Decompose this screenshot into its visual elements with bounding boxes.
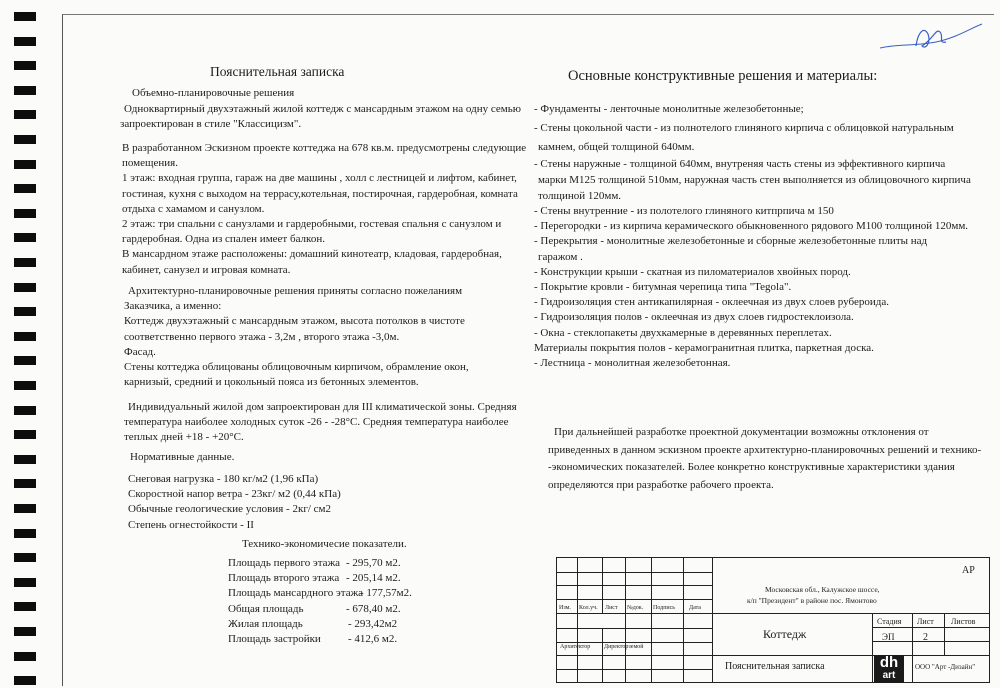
text-line: отдыха с хамамом и санузлом. [122,202,265,215]
indicator-label: Общая площадь [228,602,304,615]
materials-item: - Покрытие кровли - битумная черепица типа "Tegola". [534,281,792,294]
binding-hole [14,381,36,390]
materials-item: - Перекрытия - монолитные железобетонные и сборные железобетонные плиты над [534,235,928,248]
indicator-value: - 678,40 м2. [346,602,401,615]
binding-hole [14,504,36,513]
note-paragraph [548,424,981,494]
indicator-label: Площадь второго этажа [228,572,340,585]
role-architect: Архитектор [560,644,591,650]
paragraph-style [120,102,521,132]
text-line: -экономических показателей. Более конкретно конструктивные характеристики здания [548,461,955,473]
indicator-label: Площадь первого этажа [228,557,341,569]
sheets-label: Листов [951,617,976,626]
materials-item: - Перегородки - из кирпича керамического обыкновенного рядового М100 толщиной 120мм. [534,220,969,233]
col-header: Лист [605,605,618,611]
binding-hole [14,307,36,316]
signature-mark [876,18,986,56]
text-line: В разработанном Эскизном проекте коттеджа на 678 кв.м. предусмотрены следующие [122,142,527,154]
binding-hole [14,110,36,119]
materials-item: марки М125 толщиной 510мм, наружная часть стен выполняется из облицовочного кирпича [538,174,971,186]
materials-list [534,101,971,371]
materials-item: гаражом . [538,250,583,263]
text-line: 1 этаж: входная группа, гараж на две машины , холл с лестницей и лифтом, кабинет, [122,172,517,185]
normative-item: Скоростной напор ветра - 23кг/ м2 (0,44 кПа) [128,488,341,501]
binding-hole [14,258,36,267]
binding-hole [14,627,36,636]
indicator-label: Площадь мансардного этажа [228,587,364,600]
text-line: гостиная, кухня с выходом на террасу,котельная, постирочная, гардеробная, комната [122,187,518,200]
indicator-label: Площадь застройки [228,632,321,645]
indicator-value: - 412,6 м2. [348,632,398,645]
indicator-value: - 205,14 м2. [346,572,401,585]
materials-item: - Лестница - монолитная железобетонная. [534,357,731,370]
stage-label: Стадия [877,617,902,626]
materials-item: - Окна - стеклопакеты двухкамерные в деревянных переплетах. [534,326,832,339]
col-header: №док. [627,605,644,611]
text-line: 2 этаж: три спальни с санузлами и гардеробными, гостевая спальня с санузлом и [122,218,502,231]
drawing-code: АР [962,565,975,576]
materials-item: - Стены наружные - толщиной 640мм, внутреняя часть стены из эффективного кирпича [534,158,946,170]
text-line: Фасад. [124,345,156,358]
materials-item: толщиной 120мм. [538,190,622,202]
stage-value: ЭП [882,632,895,642]
normative-item: Снеговая нагрузка - 180 кг/м2 (1,96 кПа) [128,473,319,485]
binding-hole [14,12,36,21]
materials-item: - Фундаменты - ленточные монолитные железобетонные; [534,103,804,115]
company-name: ООО "Арт -Дизайн" [915,663,976,671]
text-line: карнизый, средний и цокольный пояса из бетонных элементов. [124,376,419,389]
sheet-label: Лист [917,617,934,626]
right-title: Основные конструктивные решения и материалы: [568,68,878,84]
text-line: Коттедж двухэтажный с мансардным этажом, высота потолков в чистоте [124,315,465,328]
spiral-binding [0,0,60,688]
text-line: Одноквартирный двухэтажный жилой коттедж с мансардным этажом на одну семью [124,103,521,115]
text-line: Архитектурно-планировочные решения приняты согласно пожеланиям [128,285,463,297]
text-line: Стены коттеджа облицованы облицовочным кирпичом, обрамление окон, [124,361,469,374]
text-line: запроектирован в стиле "Классицизм". [120,118,302,131]
col-header: Дата [689,605,701,611]
binding-hole [14,406,36,415]
binding-hole [14,332,36,341]
binding-hole [14,652,36,661]
text-line: кабинет, санузел и игровая комната. [122,263,291,276]
col-header: Кол.уч. [579,605,598,611]
col-header: Подпись [653,605,676,611]
text-line: В мансардном этаже расположены: домашний кинотеатр, кладовая, гардеробная, [122,248,502,261]
binding-hole [14,135,36,144]
paragraph-rooms [122,141,526,278]
indicators-title: Технико-экономичесие показатели. [242,538,407,550]
binding-hole [14,553,36,562]
address-line-1: Московская обл., Калужское шоссе, [765,585,880,594]
materials-item: - Стены внутренние - из полотелого глиняного китпрпича м 150 [534,205,834,217]
left-subtitle: Объемно-планировочные решения [132,87,295,99]
binding-hole [14,578,36,587]
binding-hole [14,602,36,611]
binding-hole [14,430,36,439]
binding-hole [14,479,36,488]
text-line: При дальнейшей разработке проектной документации возможны отклонения от [554,426,929,438]
materials-item: камнем, общей толщиной 640мм. [538,141,695,153]
sheet-value: 2 [923,632,928,643]
binding-hole [14,233,36,242]
binding-hole [14,61,36,70]
binding-hole [14,455,36,464]
binding-hole [14,356,36,365]
indicator-label: Жилая площадь [228,617,303,630]
text-line: помещения. [122,157,178,170]
normative-item: Обычные геологические условия - 2кг/ см2 [128,503,331,516]
binding-hole [14,676,36,685]
address-line-2: к/п "Президент" в районе пос. Ямонтово [747,596,877,605]
materials-item: - Гидроизоляция стен антикапилярная - оклеечная из двух слоев рубероида. [534,296,889,309]
indicator-value: - 177,57м2. [360,587,412,600]
left-title: Пояснительная записка [210,64,345,79]
paragraph-climate [124,400,517,446]
document-name: Пояснительная записка [725,661,825,672]
binding-hole [14,209,36,218]
materials-item: - Стены цокольной части - из полнотелого глиняного кирпича с облицовкой натуральным [534,122,954,134]
company-logo [874,655,904,683]
materials-item: - Гидроизоляция полов - оклеечная из двух слоев гидростеклоизола. [534,311,854,324]
binding-hole [14,37,36,46]
object-name: Коттедж [763,627,807,641]
role-director: Директорземой [604,644,644,650]
text-line: соответственно первого этажа - 3,2м , второго этажа -3,0м. [124,330,400,343]
logo-top: dh [879,654,899,671]
binding-hole [14,529,36,538]
normative-title: Нормативные данные. [130,451,235,463]
text-line: определяются при разработке рабочего проекта. [548,478,774,491]
text-line: Индивидуальный жилой дом запроектирован для III климатической зоны. Средняя [128,401,517,413]
text-line: гардеробная. Одна из спален имеет балкон. [122,233,325,246]
indicator-value: - 295,70 м2. [346,557,401,569]
binding-hole [14,86,36,95]
binding-hole [14,283,36,292]
normative-list [128,472,341,533]
materials-item: - Конструкции крыши - скатная из пиломатериалов хвойных пород. [534,265,851,278]
col-header: Изм. [559,605,571,611]
logo-bottom: art [882,670,896,681]
normative-item: Степень огнестойкости - II [128,518,254,531]
indicator-value: - 293,42м2 [348,617,398,630]
binding-hole [14,184,36,193]
title-block [556,557,990,683]
text-line: температура наиболее холодных суток -26 - -28°С. Средняя температура наиболее [124,416,509,429]
materials-item: Материалы покрытия полов - керамогранитная плитка, паркетная доска. [534,341,874,354]
paragraph-client-requirements [124,284,469,390]
binding-hole [14,160,36,169]
text-line: приведенных в данном эскизном проекте архитектурно-планировочных решений и технико- [548,443,982,456]
text-line: теплых дней +18 - +20°С. [124,431,244,444]
text-line: Заказчика, а именно: [124,300,222,313]
